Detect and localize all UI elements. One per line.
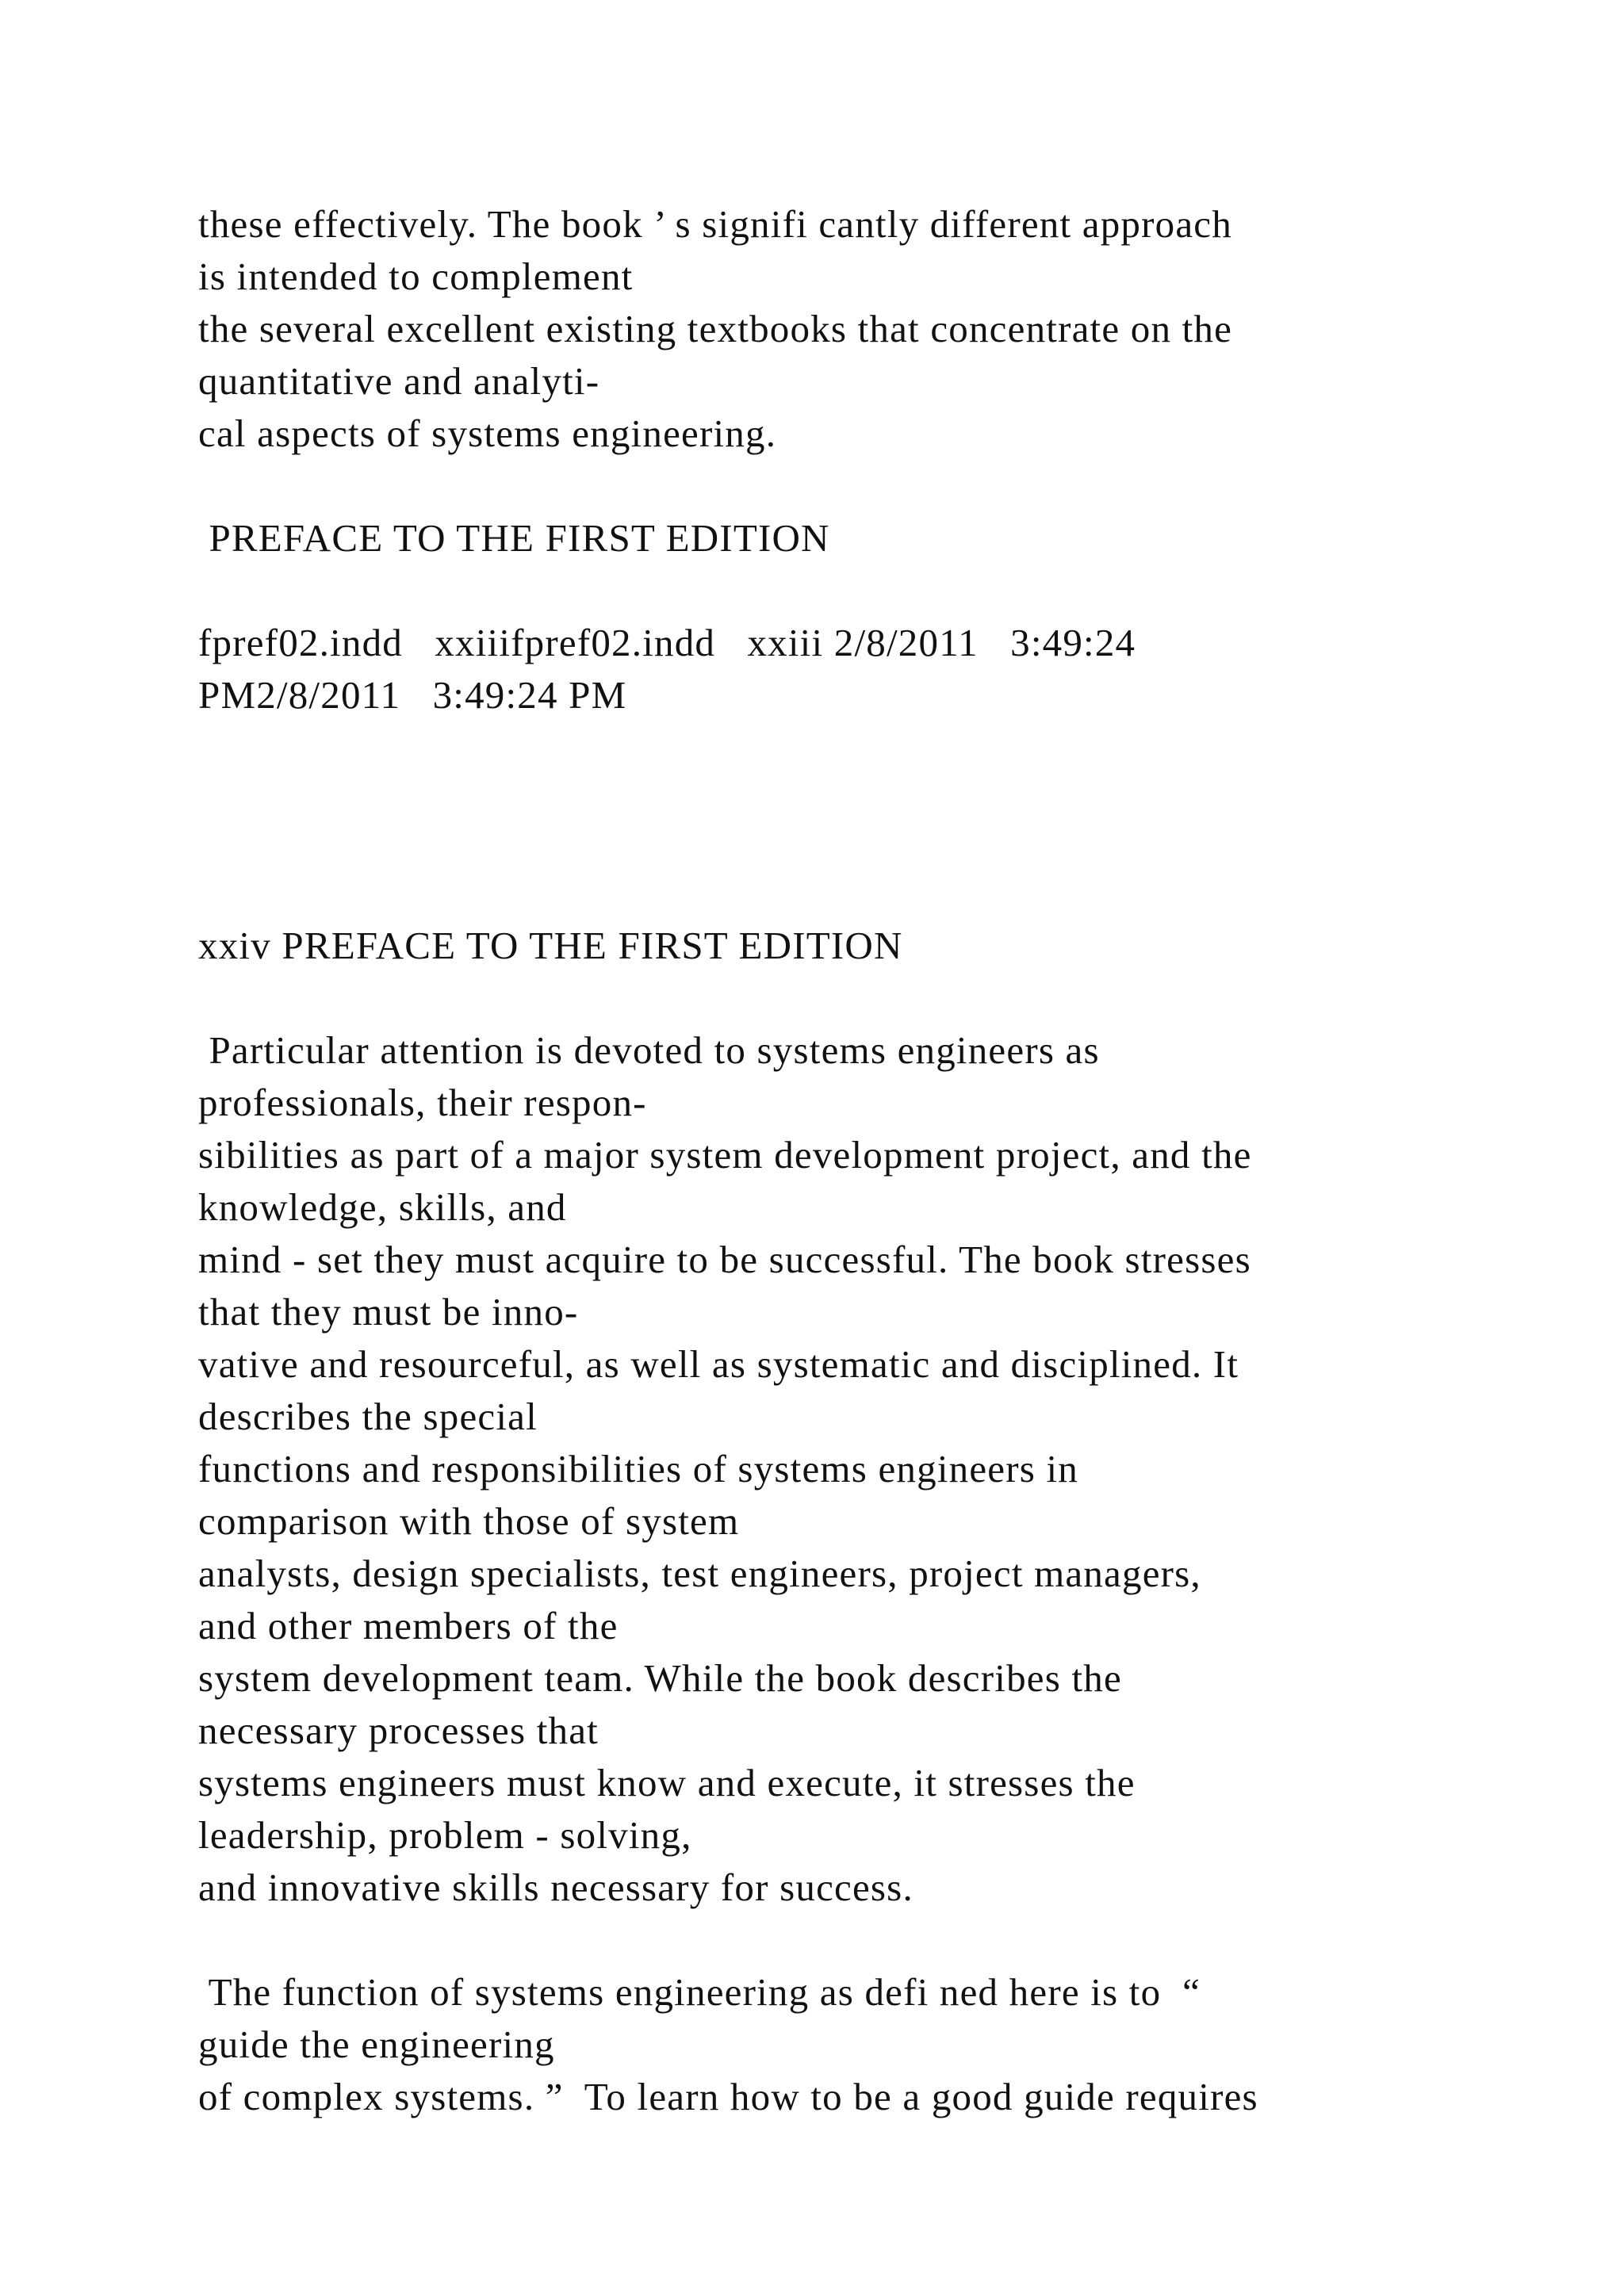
text-line: vative and resourceful, as well as systematic and disciplined. It [198, 1342, 1239, 1386]
text-line: quantitative and analyti- [198, 359, 600, 403]
paragraph-intro [198, 198, 1546, 460]
text-line: comparison with those of system [198, 1499, 740, 1543]
text-line: sibilities as part of a major system development project, and the [198, 1133, 1252, 1177]
text-line: knowledge, skills, and [198, 1185, 567, 1229]
text-line: Particular attention is devoted to systems engineers as [198, 1028, 1100, 1072]
text-line: system development team. While the book describes the [198, 1656, 1122, 1700]
text-line: cal aspects of systems engineering. [198, 411, 777, 455]
text-line: describes the special [198, 1395, 538, 1438]
text-line: mind - set they must acquire to be successful. The book stresses [198, 1238, 1251, 1281]
page-header: xxiv PREFACE TO THE FIRST EDITION [198, 924, 903, 967]
text-line: leadership, problem - solving, [198, 1813, 692, 1857]
text-line: is intended to complement [198, 254, 634, 298]
text-line: of complex systems. ” To learn how to be a good guide requires [198, 2075, 1258, 2118]
document-page [198, 198, 1546, 2123]
paragraph-gap [198, 564, 1546, 617]
text-line: these effectively. The book ’ s signifi cantly different approach [198, 202, 1232, 246]
text-line: professionals, their respon- [198, 1081, 647, 1124]
text-line: functions and responsibilities of systems engineers in [198, 1447, 1078, 1490]
text-line: necessary processes that [198, 1709, 599, 1752]
file-stamp [198, 617, 1546, 721]
paragraph-gap [198, 460, 1546, 512]
paragraph-gap [198, 972, 1546, 1024]
file-stamp-line: PM2/8/2011 3:49:24 PM [198, 673, 627, 717]
text-line: analysts, design specialists, test engineers, project managers, [198, 1552, 1201, 1595]
paragraph-responsibilities [198, 1024, 1546, 1914]
file-stamp-line: fpref02.indd xxiiifpref02.indd xxiii 2/8/2011 3:49:24 [198, 621, 1136, 664]
page-break-gap [198, 721, 1546, 920]
text-line: and other members of the [198, 1604, 619, 1647]
paragraph-function [198, 1966, 1546, 2123]
running-footer: PREFACE TO THE FIRST EDITION [198, 516, 830, 560]
paragraph-gap [198, 1914, 1546, 1966]
text-line: systems engineers must know and execute, it stresses the [198, 1761, 1136, 1804]
text-line: guide the engineering [198, 2022, 555, 2066]
text-line: the several excellent existing textbooks that concentrate on the [198, 307, 1233, 350]
text-line: and innovative skills necessary for success. [198, 1866, 914, 1909]
text-line: that they must be inno- [198, 1290, 579, 1334]
text-line: The function of systems engineering as defi ned here is to “ [198, 1970, 1201, 2014]
